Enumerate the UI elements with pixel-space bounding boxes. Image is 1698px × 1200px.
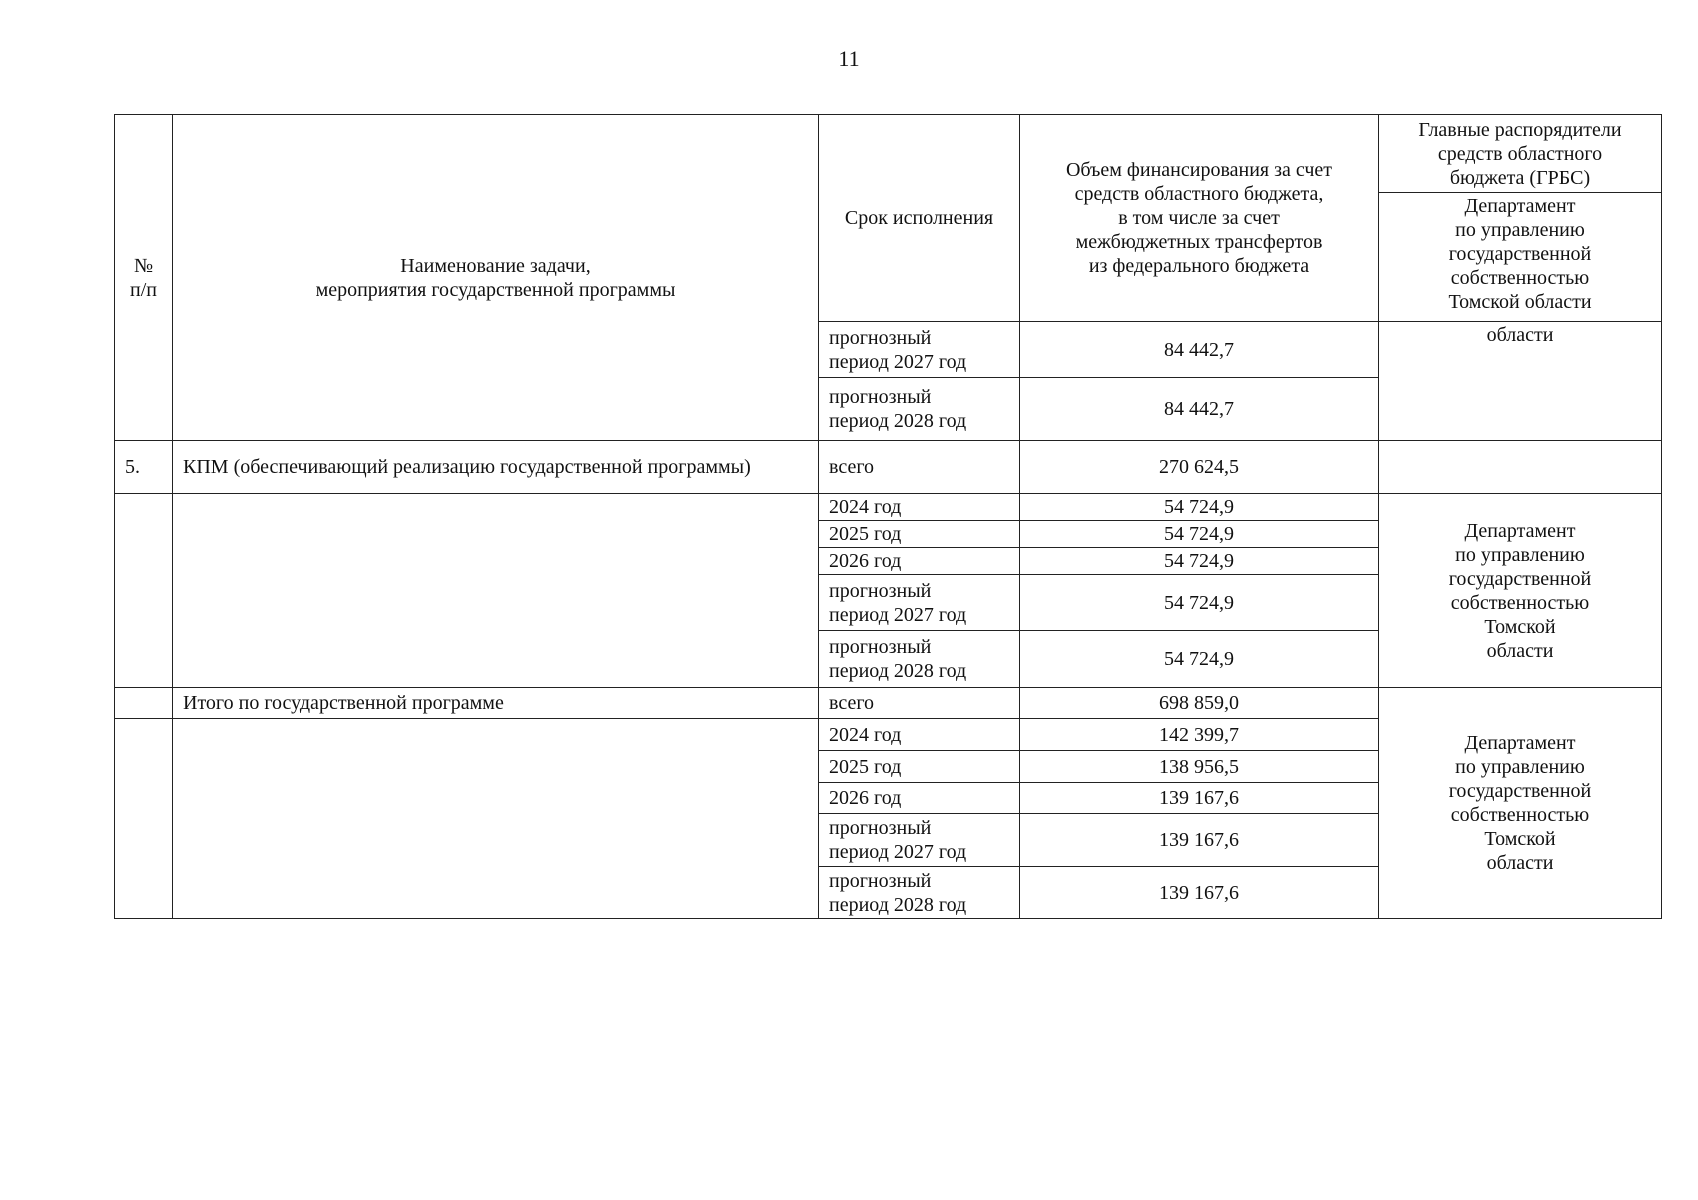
period-line: прогнозный xyxy=(829,326,932,349)
period-line: прогнозный xyxy=(829,636,932,658)
header-funding-line: средств областного бюджета, xyxy=(1074,183,1324,205)
header-funding-line: в том числе за счет xyxy=(1118,207,1280,229)
department-line: области xyxy=(1486,852,1554,874)
empty-cell xyxy=(115,688,173,719)
header-num-sign: № xyxy=(133,254,154,277)
header-funding-line: межбюджетных трансфертов xyxy=(1075,231,1323,253)
period-cell: 2026 год xyxy=(819,548,1020,575)
period-line: прогнозный xyxy=(829,386,932,408)
header-funding-line: из федерального бюджета xyxy=(1088,255,1310,277)
amount-cell: 698 859,0 xyxy=(1020,688,1379,719)
period-cell: 2025 год xyxy=(819,751,1020,783)
period-cell: всего xyxy=(819,441,1020,494)
period-cell: всего xyxy=(819,688,1020,719)
amount-cell: 138 956,5 xyxy=(1020,751,1379,783)
header-deadline: Срок исполнения xyxy=(819,115,1020,322)
department-line: собственностью xyxy=(1450,591,1590,614)
period-line: период 2028 год xyxy=(829,410,967,432)
empty-cell xyxy=(115,719,173,919)
task-name: Итого по государственной программе xyxy=(173,688,819,719)
period-cell xyxy=(819,378,1020,441)
header-name-line2: мероприятия государственной программы xyxy=(315,278,676,301)
header-grbs-line: средств областного xyxy=(1437,142,1603,165)
period-cell: 2024 год xyxy=(819,719,1020,751)
department-line: Департамент xyxy=(1464,519,1576,542)
amount-cell: 142 399,7 xyxy=(1020,719,1379,751)
period-line: период 2027 год xyxy=(829,841,967,863)
period-cell xyxy=(819,867,1020,919)
page-number: 11 xyxy=(838,46,860,71)
period-cell: 2026 год xyxy=(819,783,1020,814)
empty-cell xyxy=(1379,441,1662,494)
department-line: Томской xyxy=(1484,828,1556,850)
header-name xyxy=(173,115,819,441)
period-line: прогнозный xyxy=(829,817,932,839)
task-name: КПМ (обеспечивающий реализацию государственной программы) xyxy=(173,441,819,494)
period-cell xyxy=(819,322,1020,378)
header-funding-line: Объем финансирования за счет xyxy=(1065,159,1333,181)
department-line: государственной xyxy=(1448,780,1592,802)
department-line: собственностью xyxy=(1450,804,1590,826)
period-line: прогнозный xyxy=(829,869,932,892)
department-line: государственной xyxy=(1448,243,1592,265)
department-line: Томской xyxy=(1484,615,1556,638)
department-line: по управлению xyxy=(1455,756,1585,778)
header-funding xyxy=(1020,115,1379,322)
department-line: Томской области xyxy=(1448,291,1592,313)
period-cell: 2025 год xyxy=(819,521,1020,548)
department-line: по управлению xyxy=(1455,543,1585,566)
amount-cell: 139 167,6 xyxy=(1020,783,1379,814)
department-line: собственностью xyxy=(1450,267,1590,289)
amount-cell: 139 167,6 xyxy=(1020,814,1379,867)
amount-cell: 84 442,7 xyxy=(1020,322,1379,378)
empty-cell xyxy=(173,719,819,919)
header-name-line1: Наименование задачи, xyxy=(400,254,591,277)
department-line: области xyxy=(1486,639,1554,662)
department-cell xyxy=(1379,688,1662,919)
amount-cell: 54 724,9 xyxy=(1020,631,1379,688)
header-department xyxy=(1379,193,1662,322)
amount-cell: 54 724,9 xyxy=(1020,494,1379,521)
period-cell xyxy=(819,631,1020,688)
row-number: 5. xyxy=(115,441,173,494)
department-line: Департамент xyxy=(1464,732,1576,754)
period-line: прогнозный xyxy=(829,579,932,602)
period-line: период 2027 год xyxy=(829,350,967,373)
amount-cell: 84 442,7 xyxy=(1020,378,1379,441)
empty-cell xyxy=(173,494,819,688)
department-tail: области xyxy=(1379,322,1662,441)
department-line: государственной xyxy=(1448,567,1592,590)
period-line: период 2027 год xyxy=(829,603,967,626)
budget-table xyxy=(114,114,1662,919)
header-grbs-line: бюджета (ГРБС) xyxy=(1449,166,1591,189)
period-line: период 2028 год xyxy=(829,893,967,916)
department-cell xyxy=(1379,494,1662,688)
header-grbs xyxy=(1379,115,1662,193)
empty-cell xyxy=(115,494,173,688)
amount-cell: 54 724,9 xyxy=(1020,521,1379,548)
header-num xyxy=(115,115,173,441)
department-line: по управлению xyxy=(1455,219,1585,241)
period-line: период 2028 год xyxy=(829,660,967,682)
amount-cell: 139 167,6 xyxy=(1020,867,1379,919)
department-line: Департамент xyxy=(1464,195,1576,217)
amount-cell: 54 724,9 xyxy=(1020,575,1379,631)
period-cell xyxy=(819,575,1020,631)
header-num-label: п/п xyxy=(130,278,157,301)
period-cell: 2024 год xyxy=(819,494,1020,521)
amount-cell: 54 724,9 xyxy=(1020,548,1379,575)
amount-cell: 270 624,5 xyxy=(1020,441,1379,494)
period-cell xyxy=(819,814,1020,867)
header-grbs-line: Главные распорядители xyxy=(1418,118,1622,141)
